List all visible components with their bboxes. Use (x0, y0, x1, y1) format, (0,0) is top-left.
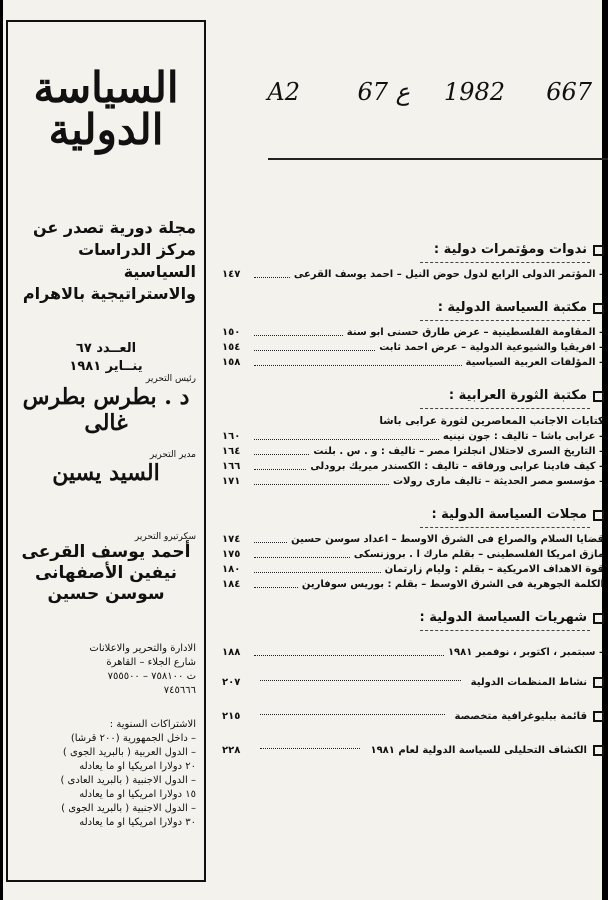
entry-page: ١٧٤ (222, 534, 241, 545)
entry-text: الكشاف التحليلى للسياسة الدولية لعام ١٩٨١ (370, 744, 587, 756)
entry-text: قائمة ببليوغرافية متخصصة (454, 710, 587, 722)
administration-address (16, 642, 196, 698)
page-note: 667 (546, 78, 592, 106)
address-line: شارع الجلاء – القاهرة (106, 657, 196, 668)
section-underline (420, 527, 590, 528)
checkbox-icon (593, 677, 604, 688)
leader-dots (260, 680, 461, 681)
leader-dots (254, 547, 350, 558)
masthead-sidebar (6, 20, 206, 882)
toc-entry (222, 267, 604, 282)
chief-label: رئيس التحرير (145, 374, 196, 384)
checkbox-icon (593, 711, 604, 722)
leader-dots (260, 714, 445, 715)
magazine-description: مجلة دورية تصدر عن مركز الدراسات السياسية والاستراتيجية بالاهرام (22, 218, 196, 303)
entry-page: ١٧٥ (222, 549, 241, 560)
section-title-text: شهريات السياسة الدولية : (419, 610, 587, 625)
checkbox-icon (593, 613, 604, 624)
magazine-logo (18, 63, 194, 154)
leader-dots (254, 325, 343, 336)
entry-text: نشاط المنظمات الدولية (470, 676, 587, 688)
section-title-text: مكتبة السياسة الدولية : (437, 300, 587, 315)
entry-page: ٢٠٧ (222, 676, 241, 688)
toc-entry (222, 547, 604, 562)
entry-page: ١٦٠ (222, 431, 241, 442)
subscription-line: – الدول العربية ( بالبريد الجوى ) (62, 747, 196, 758)
entry-page: ١٦٤ (222, 446, 241, 457)
entry-page: ١٥٠ (222, 327, 241, 338)
subscriptions (16, 718, 196, 830)
leader-dots (254, 355, 462, 366)
entry-page: ١٧١ (222, 476, 241, 487)
toc-entry (222, 474, 604, 489)
section-underline (420, 262, 590, 263)
entry-page: ١٤٧ (222, 269, 241, 280)
toc-section-title (222, 503, 604, 527)
entry-page: ١٥٨ (222, 357, 241, 368)
entry-page: ٢١٥ (222, 710, 241, 722)
section-title-text: ندوات ومؤتمرات دولية : (433, 242, 587, 257)
section-title-text: مجلات السياسة الدولية : (431, 507, 587, 522)
toc-section-title (222, 296, 604, 320)
subscription-line: الاشتراكات السنوية : (109, 719, 196, 730)
header-rule (268, 158, 608, 160)
toc-entry (222, 532, 604, 547)
checkbox-icon (593, 391, 604, 402)
section-title-text: مكتبة الثورة العرابية : (448, 388, 587, 403)
toc-section-title (222, 238, 604, 262)
toc-entry (222, 429, 604, 444)
leader-dots (254, 532, 287, 543)
leader-dots (254, 562, 381, 573)
entry-page: ١٨٤ (222, 579, 241, 590)
address-line: الادارة والتحرير والاعلانات (89, 643, 196, 654)
entry-text: – مؤسسو مصر الحديثة – تاليف مارى رولات (392, 476, 604, 487)
entry-text: مازق امريكا الفلسطينى – بقلم مارك ا . بروزنسكى (353, 549, 604, 560)
entry-text: – كيف فادينا عرابى ورفاقه – تاليف : الكسندر ميريك برودلى (310, 461, 604, 472)
issue-info (16, 340, 196, 376)
entry-page: ١٥٤ (222, 342, 241, 353)
secretary-name: أحمد يوسف القرعى (21, 542, 191, 562)
leader-dots (254, 340, 375, 351)
address-line: ت ٧٥٨١٠٠ – ٧٥٥٥٠٠ (107, 671, 196, 682)
section-subtitle: كتابات الاجانب المعاصرين لثورة عرابى باشا (379, 415, 604, 427)
subscription-line: – الدول الاجنبية ( بالبريد الجوى ) (61, 803, 196, 814)
subscription-line: ١٥ دولارا امريكيا او ما يعادله (79, 789, 196, 800)
entry-text: – افريقيا والشيوعية الدولية – عرض احمد ثابت (379, 342, 604, 353)
leader-dots (254, 645, 444, 656)
manager-label: مدير التحرير (149, 450, 196, 460)
ref-code: A2 (267, 78, 300, 106)
toc-single-item (222, 670, 604, 694)
page-edge-left (0, 0, 3, 900)
entry-text: – سبتمبر ، اكتوبر ، نوفمبر ١٩٨١ (447, 647, 604, 658)
entry-text: قوة الاهداف الامريكية – بقلم : وليام زارتمان (384, 564, 604, 575)
checkbox-icon (593, 745, 604, 756)
managing-editor (16, 450, 196, 486)
section-underline (420, 630, 590, 631)
checkbox-icon (593, 245, 604, 256)
secretary-label: سكرتيرو التحرير (134, 532, 196, 542)
leader-dots (254, 429, 439, 440)
section-underline (420, 320, 590, 321)
entry-page: ١٨٠ (222, 564, 241, 575)
leader-dots (254, 577, 298, 588)
secretary-name: نيفين الأصفهانى (34, 563, 178, 583)
leader-dots (260, 748, 360, 749)
toc-entry (222, 444, 604, 459)
toc-entry (222, 355, 604, 370)
subscription-line: – داخل الجمهورية (٢٠٠ قرشا) (70, 733, 196, 744)
toc-single-item (222, 704, 604, 728)
subscription-line: ٢٠ دولارا امريكيا او ما يعادله (79, 761, 196, 772)
entry-page: ١٦٦ (222, 461, 241, 472)
issue-date: ينــاير ١٩٨١ (69, 359, 143, 374)
entry-text: – المؤتمر الدولى الرابع لدول حوض النيل – احمد يوسف القرعى (293, 269, 604, 280)
entry-page: ١٨٨ (222, 647, 241, 658)
manager-name: السيد يسين (52, 460, 160, 486)
leader-dots (254, 444, 309, 455)
editorial-secretaries (16, 532, 196, 605)
entry-text: قضايا السلام والصراع فى الشرق الاوسط – اعداد سوسن حسين (291, 534, 604, 545)
toc-entry (222, 645, 604, 660)
handwritten-catalog-header (240, 78, 600, 118)
entry-text: – عرابى باشا – تاليف : جون نينيه (442, 431, 604, 442)
entry-text: – المقاومة الفلسطينية – عرض طارق حسنى ابو سنة (346, 327, 604, 338)
leader-dots (254, 267, 290, 278)
toc-single-item (222, 738, 604, 762)
address-line: ٧٤٥٦٦٦ (163, 685, 196, 696)
subscription-line: ٣٠ دولارا امريكيا او ما يعادله (79, 817, 196, 828)
toc-section-title (222, 384, 604, 408)
entry-page: ٢٢٨ (222, 744, 241, 756)
entry-text: الكلمة الجوهرية فى الشرق الاوسط – بقلم : بوريس سوفارين (301, 579, 604, 590)
leader-dots (254, 459, 306, 470)
entry-text: – المؤلفات العربية السياسية (465, 357, 604, 368)
issue-number: العــدد ٦٧ (75, 341, 137, 356)
checkbox-icon (593, 510, 604, 521)
toc-entry (222, 340, 604, 355)
section-underline (420, 408, 590, 409)
editor-in-chief (16, 374, 196, 436)
chief-name: د . بطرس بطرس غالى (22, 384, 190, 436)
toc-entry (222, 577, 604, 592)
toc-section-title (222, 606, 604, 630)
logo-line-2: الدولية (48, 105, 164, 154)
checkbox-icon (593, 303, 604, 314)
table-of-contents (222, 238, 604, 762)
year-note: 1982 (443, 78, 505, 106)
entry-text: – التاريخ السرى لاحتلال انجلترا مصر – تاليف : و . س . بلنت (313, 446, 604, 457)
toc-entry (222, 325, 604, 340)
logo-line-1: السياسة (33, 63, 179, 112)
leader-dots (254, 474, 389, 485)
secretary-name: سوسن حسين (47, 584, 165, 604)
issue-code: 67 ع (357, 78, 410, 106)
toc-entry (222, 459, 604, 474)
toc-entry (222, 562, 604, 577)
subscription-line: – الدول الاجنبية ( بالبريد العادى ) (60, 775, 196, 786)
